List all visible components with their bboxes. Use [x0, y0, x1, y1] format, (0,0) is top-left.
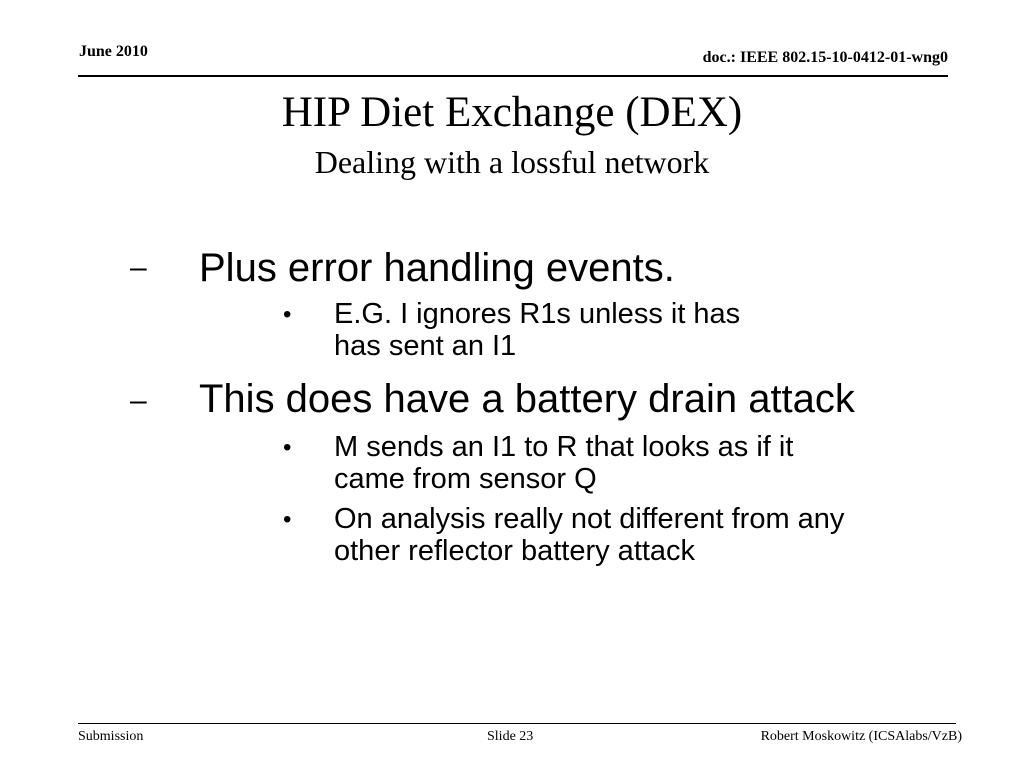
- bullet-line: This does have a battery drain attack: [199, 377, 855, 421]
- bullet-dot-marker: •: [283, 506, 292, 533]
- bullet-dot-marker: •: [283, 434, 292, 461]
- bullet-text: [334, 431, 793, 495]
- bullet-line: other reflector battery attack: [334, 535, 696, 567]
- bullet-line: has sent an I1: [334, 330, 517, 362]
- header-date: June 2010: [79, 43, 148, 60]
- footer-rule: [78, 723, 956, 724]
- header-doc-id: doc.: IEEE 802.15-10-0412-01-wng0: [702, 49, 948, 66]
- bullet-line: Plus error handling events.: [199, 246, 675, 290]
- bullet-text: [199, 377, 855, 421]
- slide-title: HIP Diet Exchange (DEX): [281, 89, 743, 136]
- dash-marker: –: [130, 384, 147, 417]
- bullet-text: [334, 298, 740, 362]
- footer-author: Robert Moskowitz (ICSAlabs/VzB): [760, 729, 962, 744]
- slide-subtitle: Dealing with a lossful network: [314, 144, 710, 180]
- bullet-text: [199, 246, 675, 290]
- dash-marker: –: [130, 251, 147, 284]
- bullet-text: [334, 503, 844, 567]
- footer-slide-number: Slide 23: [487, 729, 534, 744]
- footer-submission: Submission: [78, 729, 144, 744]
- bullet-line: M sends an I1 to R that looks as if it: [334, 431, 794, 463]
- bullet-line: came from sensor Q: [334, 463, 597, 495]
- bullet-line: On analysis really not different from any: [334, 503, 845, 535]
- bullet-line: E.G. I ignores R1s unless it has: [334, 298, 741, 330]
- bullet-dot-marker: •: [283, 301, 292, 328]
